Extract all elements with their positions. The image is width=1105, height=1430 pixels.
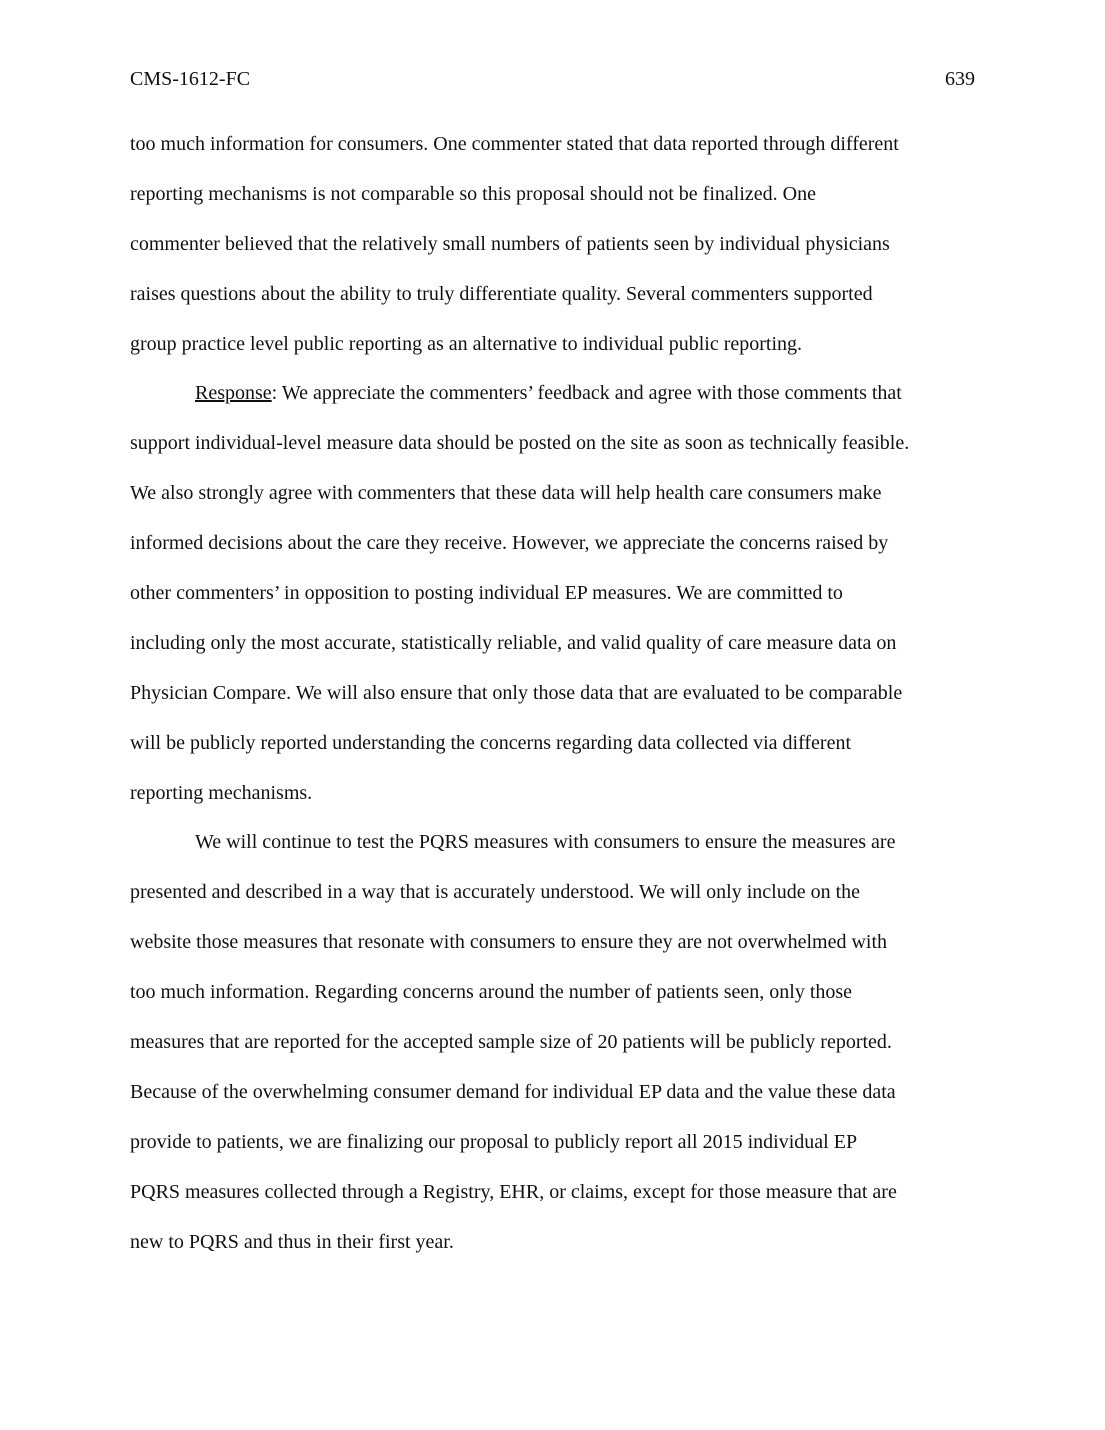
text-line: informed decisions about the care they receive. However, we appreciate the concerns raised by [130, 532, 889, 555]
text-line: group practice level public reporting as an alternative to individual public reporting. [130, 332, 803, 355]
text-line: other commenters’ in opposition to posting individual EP measures. We are committed to [130, 582, 843, 605]
text-line: new to PQRS and thus in their first year. [130, 1230, 454, 1253]
response-first-line: : We appreciate the commenters’ feedback and agree with those comments that [271, 382, 902, 405]
text-line: provide to patients, we are finalizing our proposal to publicly report all 2015 individual EP [130, 1130, 858, 1153]
text-line: reporting mechanisms. [130, 781, 313, 804]
response-label: Response [195, 382, 272, 405]
text-line: Physician Compare. We will also ensure that only those data that are evaluated to be comparable [130, 681, 903, 704]
paragraph-pqrs-testing [130, 827, 978, 1276]
paragraph-response [130, 378, 978, 827]
text-line: commenter believed that the relatively small numbers of patients seen by individual physicians [130, 232, 890, 255]
body-text [130, 129, 978, 1276]
text-line: website those measures that resonate with consumers to ensure they are not overwhelmed with [130, 931, 888, 954]
text-line: too much information. Regarding concerns around the number of patients seen, only those [130, 981, 853, 1004]
page-number: 639 [945, 68, 975, 90]
text-line [130, 378, 978, 428]
text-line: too much information for consumers. One commenter stated that data reported through different [130, 133, 899, 155]
text-line: including only the most accurate, statistically reliable, and valid quality of care measure data on [130, 631, 897, 654]
paragraph-commenter-concerns [130, 129, 978, 378]
text-line: raises questions about the ability to truly differentiate quality. Several commenters supported [130, 282, 873, 305]
text-line: reporting mechanisms is not comparable so this proposal should not be finalized. One [130, 182, 816, 205]
text-line: measures that are reported for the accepted sample size of 20 patients will be publicly reported. [130, 1031, 892, 1054]
text-line: We also strongly agree with commenters that these data will help health care consumers make [130, 482, 882, 505]
text-line: We will continue to test the PQRS measures with consumers to ensure the measures are [195, 831, 896, 854]
text-line: PQRS measures collected through a Registry, EHR, or claims, except for those measure that are [130, 1180, 897, 1203]
text-line: Because of the overwhelming consumer demand for individual EP data and the value these data [130, 1080, 896, 1103]
text-line: will be publicly reported understanding the concerns regarding data collected via different [130, 731, 852, 754]
running-head: CMS-1612-FC [130, 68, 251, 90]
text-line: presented and described in a way that is accurately understood. We will only include on the [130, 881, 861, 904]
text-line: support individual-level measure data should be posted on the site as soon as technically feasible. [130, 432, 910, 455]
